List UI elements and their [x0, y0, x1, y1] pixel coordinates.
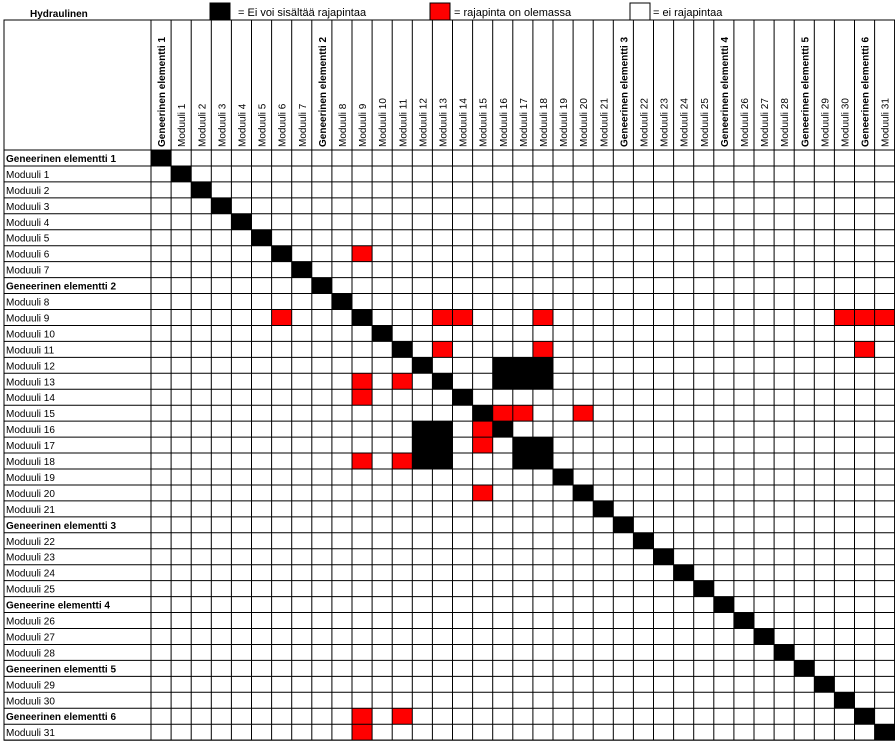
cell-red-6-10	[352, 246, 372, 262]
row-label: Moduuli 9	[6, 313, 50, 325]
cell-red-16-21	[573, 405, 593, 421]
column-label: Moduuli 20	[579, 98, 591, 147]
row-label: Moduuli 27	[6, 632, 55, 644]
cell-red-35-10	[352, 708, 372, 724]
row-label: Moduuli 25	[6, 584, 55, 596]
row-label: Geneerinen elementti 2	[6, 281, 117, 293]
row-label: Moduuli 23	[6, 552, 55, 564]
cell-diagonal-13	[412, 357, 432, 373]
legend-swatch-black	[210, 3, 230, 20]
cell-black-18-13	[412, 437, 432, 453]
cell-red-16-17	[493, 405, 513, 421]
column-label: Moduuli 21	[599, 98, 611, 147]
row-label: Moduuli 16	[6, 425, 55, 437]
cell-black-17-13	[412, 421, 432, 437]
column-label: Moduuli 31	[880, 98, 892, 147]
cell-diagonal-3	[211, 198, 231, 214]
cell-diagonal-14	[432, 373, 452, 389]
column-label: Moduuli 4	[237, 103, 249, 147]
column-label: Moduuli 26	[739, 98, 751, 147]
cell-red-10-36	[875, 310, 895, 326]
cell-diagonal-2	[191, 182, 211, 198]
cell-black-13-17	[493, 357, 513, 373]
cell-red-10-6	[272, 310, 292, 326]
cell-red-21-16	[473, 485, 493, 501]
row-label: Moduuli 15	[6, 409, 55, 421]
cell-diagonal-17	[493, 421, 513, 437]
cell-red-10-15	[453, 310, 473, 326]
cell-diagonal-19	[533, 453, 553, 469]
cell-diagonal-28	[714, 597, 734, 613]
column-label: Moduuli 28	[780, 98, 792, 147]
column-label: Moduuli 18	[538, 98, 550, 147]
row-label: Moduuli 29	[6, 680, 55, 692]
row-label: Moduuli 31	[6, 728, 55, 740]
cell-red-17-16	[473, 421, 493, 437]
cell-black-14-19	[533, 373, 553, 389]
row-label: Moduuli 18	[6, 457, 55, 468]
cell-diagonal-34	[834, 692, 854, 708]
cell-red-36-10	[352, 724, 372, 740]
column-label: Moduuli 24	[679, 98, 691, 147]
column-label: Geneerinen elementti 3	[619, 36, 631, 147]
cell-red-35-12	[392, 708, 412, 724]
column-label: Moduuli 29	[820, 98, 832, 147]
column-label: Moduuli 15	[478, 98, 490, 147]
row-label: Moduuli 19	[6, 472, 55, 484]
column-label: Moduuli 23	[659, 98, 671, 147]
column-label: Moduuli 14	[458, 98, 470, 147]
cell-black-18-14	[432, 437, 452, 453]
cell-red-12-14	[432, 341, 452, 357]
cell-black-13-19	[533, 357, 553, 373]
cell-diagonal-7	[292, 262, 312, 278]
cell-diagonal-16	[473, 405, 493, 421]
row-label: Moduuli 3	[6, 201, 50, 213]
cell-diagonal-1	[171, 166, 191, 182]
column-label: Geneerinen elementti 6	[860, 36, 872, 147]
cell-red-10-34	[834, 310, 854, 326]
row-label: Moduuli 1	[6, 169, 50, 181]
legend-label-black: = Ei voi sisältää rajapintaa	[238, 7, 367, 19]
row-label: Moduuli 26	[6, 616, 55, 628]
cell-red-10-19	[533, 310, 553, 326]
cell-diagonal-26	[674, 565, 694, 581]
cell-diagonal-25	[654, 549, 674, 565]
row-label: Moduuli 13	[6, 377, 55, 389]
cell-red-12-19	[533, 341, 553, 357]
column-label: Moduuli 5	[257, 103, 269, 147]
column-label: Moduuli 16	[498, 98, 510, 147]
cell-diagonal-31	[774, 644, 794, 660]
column-label: Geneerinen elementti 1	[157, 36, 169, 147]
column-label: Geneerinen elementti 5	[800, 36, 812, 147]
row-label: Geneerinen elementti 5	[6, 664, 117, 676]
cell-black-13-18	[513, 357, 533, 373]
row-label: Moduuli 28	[6, 648, 55, 660]
legend-swatch-white	[630, 3, 650, 20]
column-label: Moduuli 17	[518, 98, 530, 147]
cell-diagonal-30	[754, 629, 774, 645]
column-label: Moduuli 2	[197, 103, 209, 147]
cell-red-15-10	[352, 389, 372, 405]
row-label: Moduuli 24	[6, 568, 55, 580]
row-label: Moduuli 21	[6, 504, 55, 516]
column-label: Moduuli 27	[760, 98, 772, 147]
row-label: Moduuli 11	[6, 345, 55, 357]
column-label: Moduuli 3	[217, 103, 229, 147]
cell-diagonal-4	[231, 214, 251, 230]
column-label: Moduuli 25	[699, 98, 711, 147]
cell-red-16-18	[513, 405, 533, 421]
cell-red-14-12	[392, 373, 412, 389]
row-label: Moduuli 7	[6, 265, 50, 277]
cell-diagonal-32	[794, 660, 814, 676]
column-label: Moduuli 19	[559, 98, 571, 147]
row-label: Moduuli 10	[6, 329, 55, 341]
cell-diagonal-6	[272, 246, 292, 262]
cell-red-12-35	[855, 341, 875, 357]
legend-label-red: = rajapinta on olemassa	[454, 7, 572, 19]
column-label: Moduuli 9	[358, 103, 370, 147]
cell-red-19-10	[352, 453, 372, 469]
cell-diagonal-10	[352, 310, 372, 326]
cell-diagonal-18	[513, 437, 533, 453]
column-label: Moduuli 11	[398, 98, 410, 147]
row-label: Geneerine elementti 4	[6, 600, 110, 612]
cell-black-19-13	[412, 453, 432, 469]
cell-diagonal-24	[633, 533, 653, 549]
cell-diagonal-23	[613, 517, 633, 533]
column-label: Moduuli 30	[840, 98, 852, 147]
row-label: Moduuli 12	[6, 361, 55, 373]
cell-diagonal-0	[151, 150, 171, 166]
cell-red-10-14	[432, 310, 452, 326]
row-label: Moduuli 30	[6, 696, 55, 708]
row-label: Moduuli 20	[6, 488, 55, 500]
cell-red-10-35	[855, 310, 875, 326]
row-label: Geneerinen elementti 1	[6, 153, 117, 165]
row-label: Geneerinen elementti 3	[6, 520, 117, 532]
cell-black-18-19	[533, 437, 553, 453]
row-label: Moduuli 14	[6, 393, 55, 405]
cell-diagonal-20	[553, 469, 573, 485]
column-label: Moduuli 10	[378, 98, 390, 147]
row-label: Moduuli 4	[6, 217, 50, 229]
chart-title: Hydraulinen	[30, 9, 88, 20]
row-label: Moduuli 6	[6, 249, 50, 261]
cell-black-17-14	[432, 421, 452, 437]
cell-red-18-16	[473, 437, 493, 453]
column-label: Moduuli 1	[177, 103, 189, 147]
cell-diagonal-35	[855, 708, 875, 724]
cell-diagonal-5	[252, 230, 272, 246]
legend-label-white: = ei rajapintaa	[653, 7, 723, 19]
column-label: Geneerinen elementti 2	[317, 36, 329, 147]
column-label: Moduuli 13	[438, 98, 450, 147]
row-label: Moduuli 5	[6, 233, 50, 245]
cell-black-19-18	[513, 453, 533, 469]
column-label: Moduuli 6	[277, 103, 289, 147]
cell-black-14-17	[493, 373, 513, 389]
legend-swatch-red	[430, 3, 450, 20]
cell-diagonal-8	[312, 278, 332, 294]
cell-diagonal-21	[573, 485, 593, 501]
cell-red-14-10	[352, 373, 372, 389]
row-label: Geneerinen elementti 6	[6, 712, 117, 724]
column-label: Geneerinen elementti 4	[719, 36, 731, 147]
cell-diagonal-12	[392, 341, 412, 357]
cell-diagonal-33	[814, 676, 834, 692]
cell-diagonal-15	[453, 389, 473, 405]
cell-red-19-12	[392, 453, 412, 469]
cell-diagonal-36	[875, 724, 895, 740]
cell-black-14-18	[513, 373, 533, 389]
cell-diagonal-27	[694, 581, 714, 597]
cell-diagonal-22	[593, 501, 613, 517]
column-label: Moduuli 7	[297, 103, 309, 147]
column-label: Moduuli 12	[418, 98, 430, 147]
cell-diagonal-29	[734, 613, 754, 629]
column-label: Moduuli 22	[639, 98, 651, 147]
cell-diagonal-11	[372, 325, 392, 341]
cell-black-19-14	[432, 453, 452, 469]
cell-diagonal-9	[332, 294, 352, 310]
row-label: Moduuli 8	[6, 297, 50, 309]
column-label: Moduuli 8	[337, 103, 349, 147]
row-label: Moduuli 2	[6, 185, 50, 197]
row-label: Moduuli 22	[6, 536, 55, 548]
row-label: Moduuli 17	[6, 441, 55, 453]
